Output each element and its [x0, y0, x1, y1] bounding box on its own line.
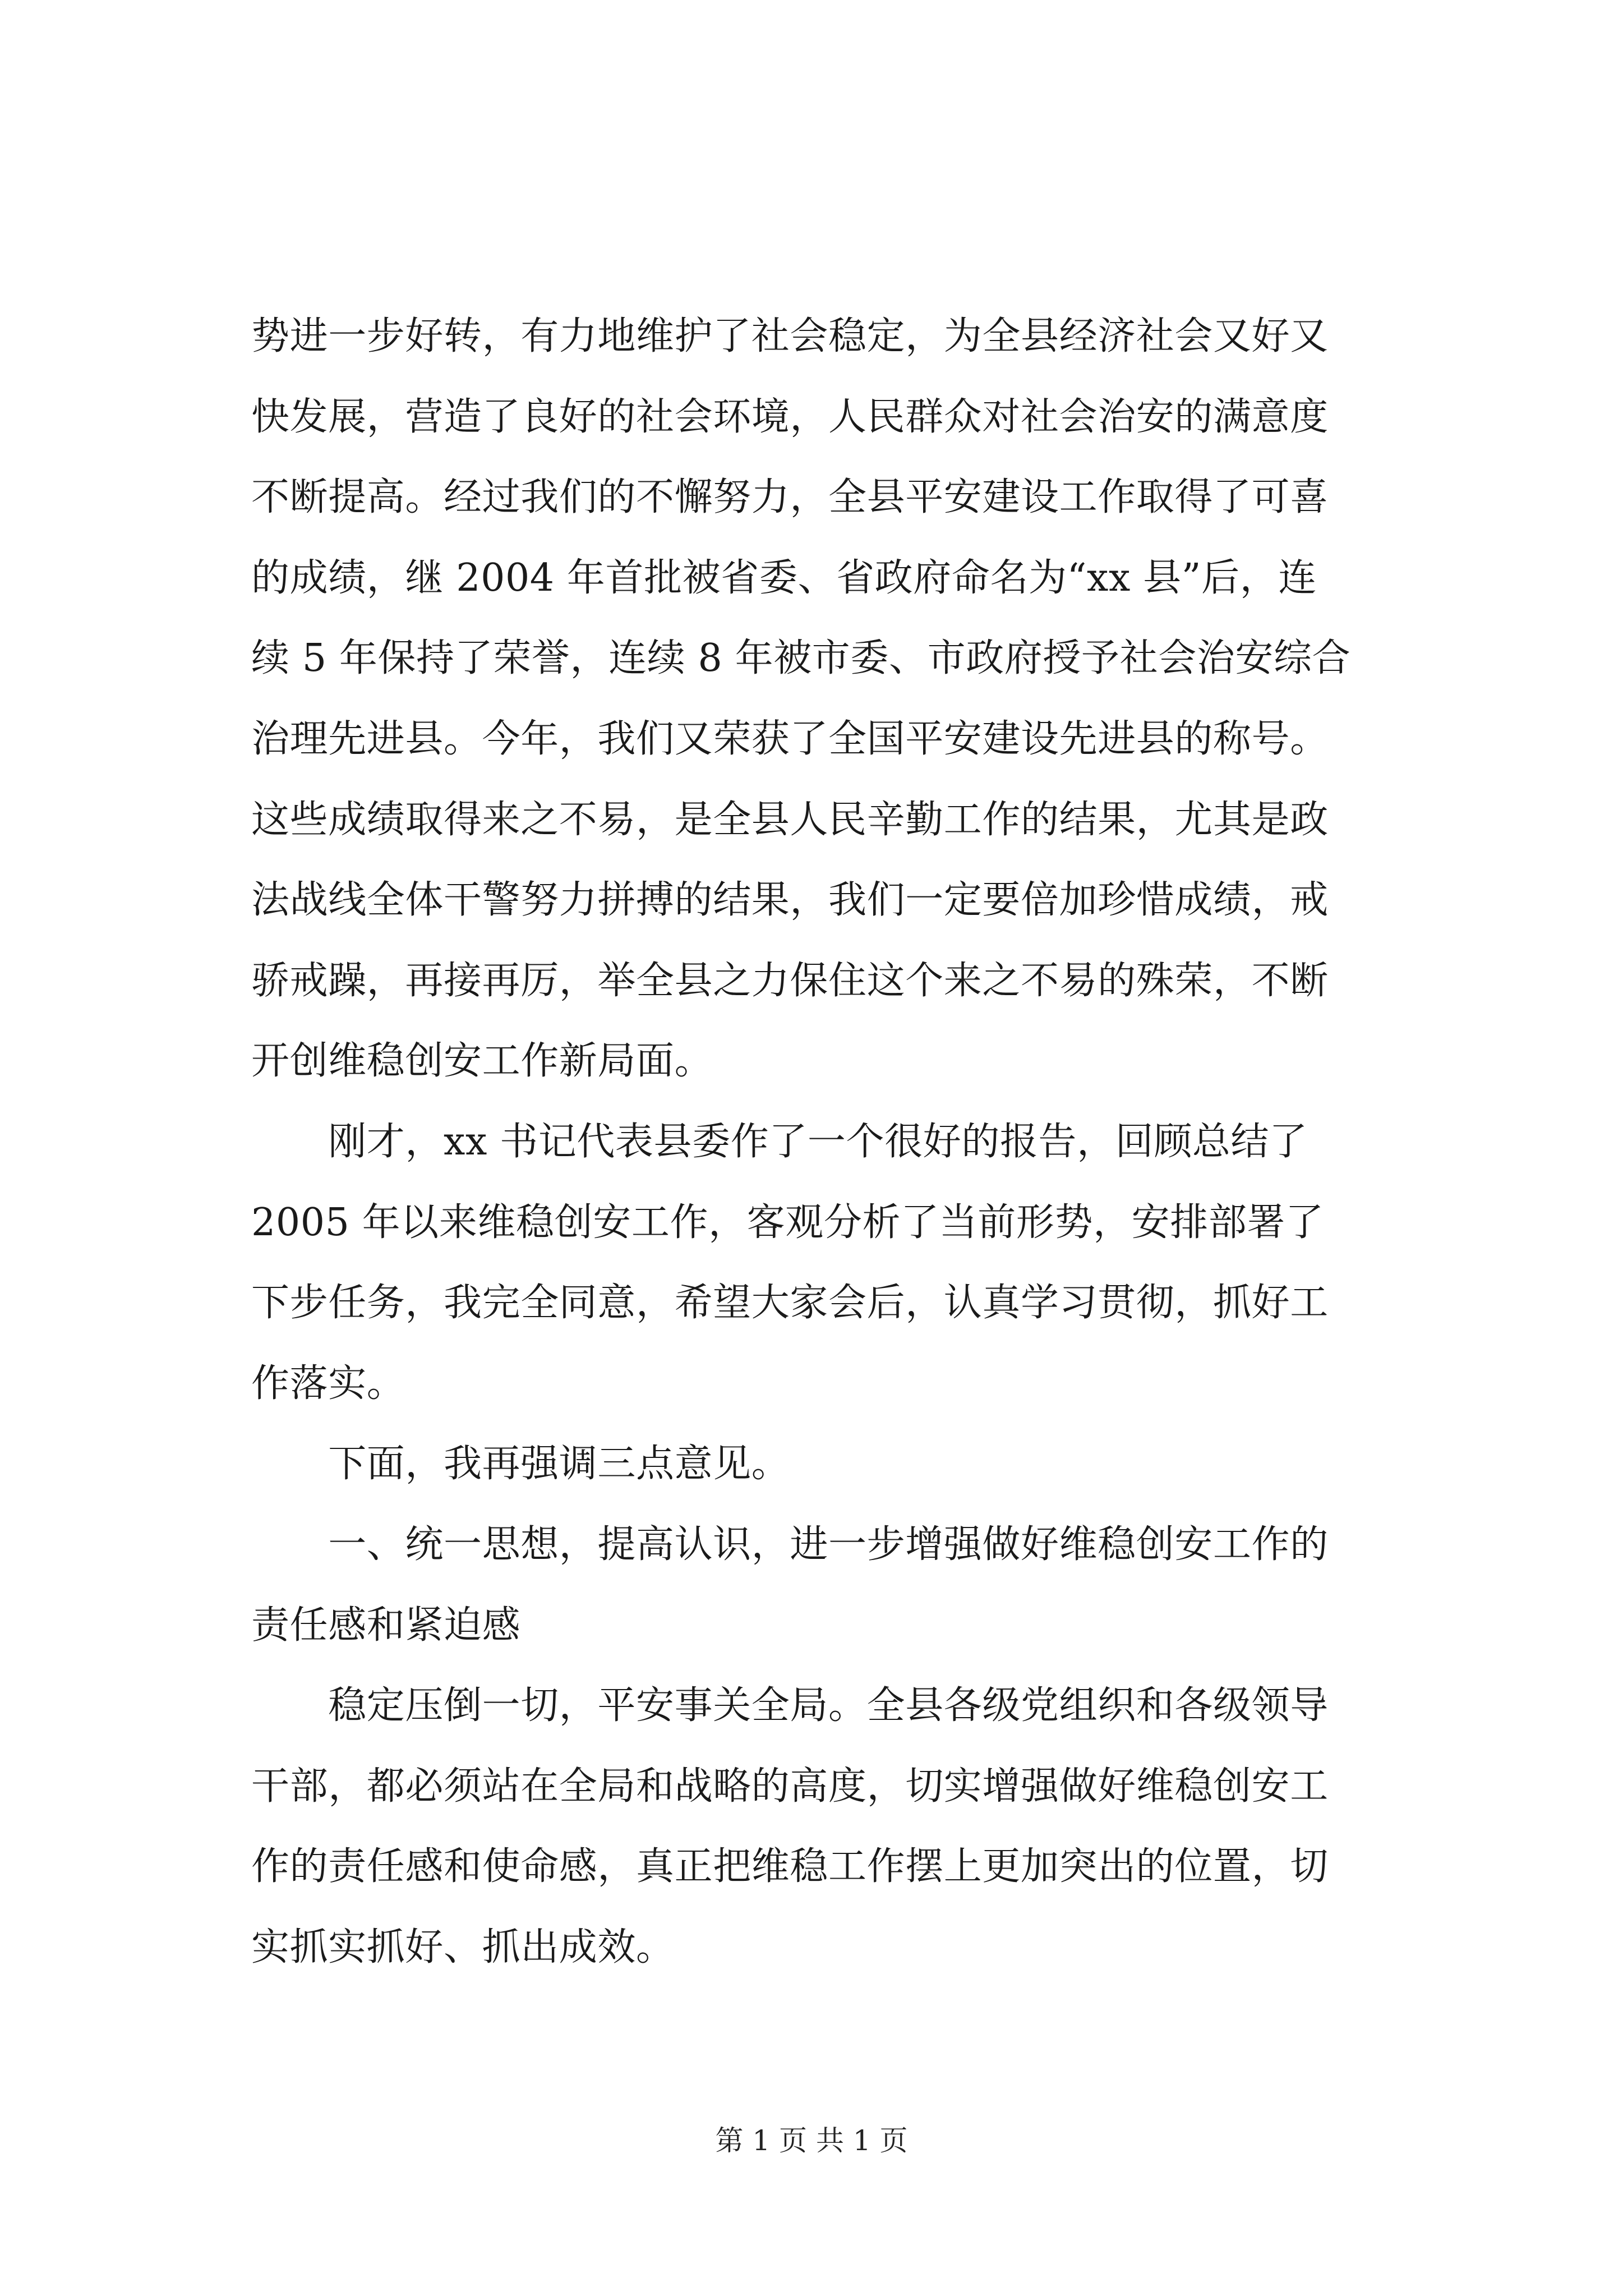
text-line: 实抓实抓好、抓出成效。	[251, 1925, 675, 1970]
text-line: 2005 年以来维稳创安工作，客观分析了当前形势，安排部署了	[251, 1200, 1324, 1245]
text-line: 法战线全体干警努力拼搏的结果，我们一定要倍加珍惜成绩，戒	[251, 878, 1329, 923]
text-line: 的成绩，继 2004 年首批被省委、省政府命名为“xx 县”后，连	[251, 555, 1317, 600]
text-line: 干部，都必须站在全局和战略的高度，切实增强做好维稳创安工	[251, 1764, 1329, 1809]
text-line: 稳定压倒一切，平安事关全局。全县各级党组织和各级领导	[251, 1683, 1329, 1728]
text-line: 治理先进县。今年，我们又荣获了全国平安建设先进县的称号。	[251, 716, 1329, 761]
text-line: 快发展，营造了良好的社会环境，人民群众对社会治安的满意度	[251, 394, 1329, 439]
text-line: 下面，我再强调三点意见。	[251, 1442, 790, 1487]
text-line: 开创维稳创安工作新局面。	[251, 1039, 713, 1084]
text-line: 不断提高。经过我们的不懈努力，全县平安建设工作取得了可喜	[251, 475, 1329, 520]
body-text	[251, 296, 1439, 1987]
text-line: 刚才，xx 书记代表县委作了一个很好的报告，回顾总结了	[251, 1119, 1308, 1164]
text-line: 势进一步好转，有力地维护了社会稳定，为全县经济社会又好又	[251, 314, 1329, 358]
page-number-label: 第 1 页 共 1 页	[715, 2124, 908, 2157]
text-line: 这些成绩取得来之不易，是全县人民辛勤工作的结果，尤其是政	[251, 797, 1329, 842]
text-line: 责任感和紧迫感	[251, 1603, 521, 1648]
text-line: 续 5 年保持了荣誉，连续 8 年被市委、市政府授予社会治安综合	[251, 636, 1351, 681]
page-footer	[0, 2118, 1623, 2159]
text-line: 作的责任感和使命感，真正把维稳工作摆上更加突出的位置，切	[251, 1844, 1329, 1889]
text-line: 作落实。	[251, 1361, 405, 1406]
text-line: 骄戒躁，再接再厉，举全县之力保住这个来之不易的殊荣，不断	[251, 958, 1329, 1003]
text-line: 下步任务，我完全同意，希望大家会后，认真学习贯彻，抓好工	[251, 1281, 1329, 1326]
text-line: 一、统一思想，提高认识，进一步增强做好维稳创安工作的	[251, 1522, 1329, 1567]
